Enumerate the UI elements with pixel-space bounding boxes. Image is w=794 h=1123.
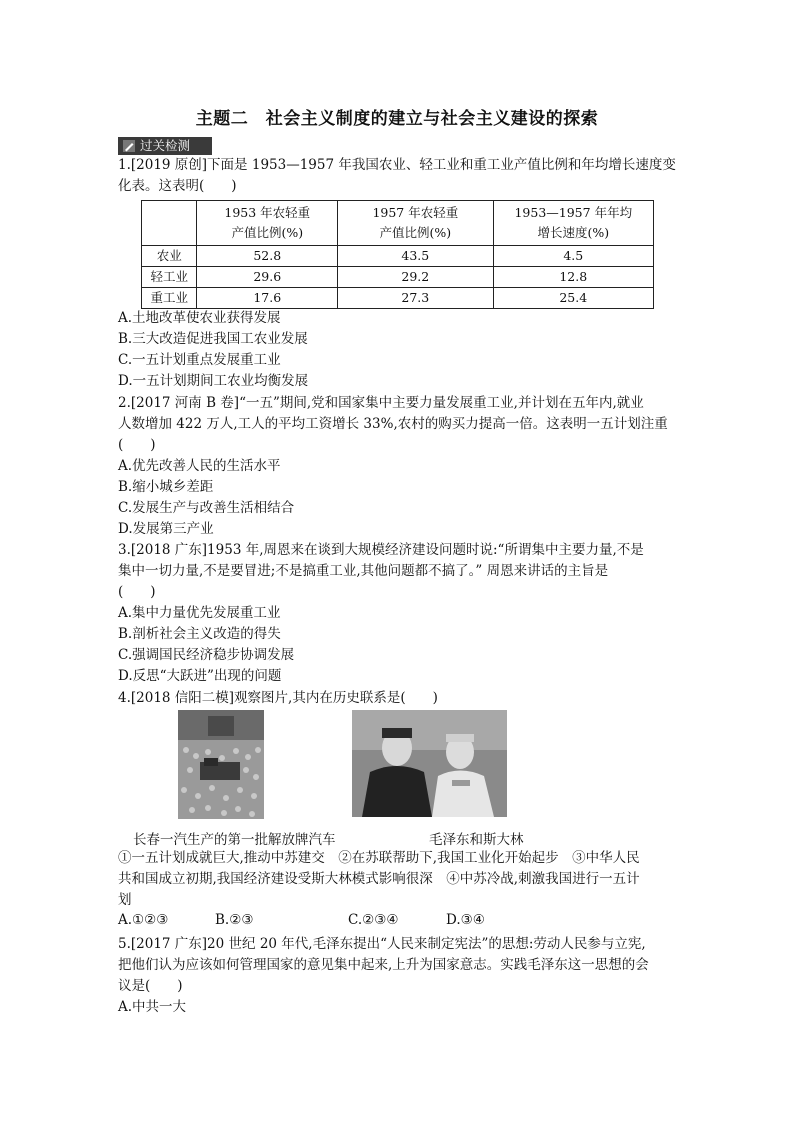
q3-stem-line2: 集中一切力量,不是要冒进;不是搞重工业,其他问题都不搞了。” 周恩来讲话的主旨是 xyxy=(118,563,609,579)
q1-option-c: C.一五计划重点发展重工业 xyxy=(118,352,281,368)
q2-option-c: C.发展生产与改善生活相结合 xyxy=(118,500,295,516)
q2-stem-line3: ( ) xyxy=(118,437,156,453)
caption-left: 长春一汽生产的第一批解放牌汽车 xyxy=(133,832,336,848)
q3-option-b: B.剖析社会主义改造的得失 xyxy=(118,626,281,642)
q4-option-a: A.①②③ xyxy=(118,912,169,928)
table-cell: 4.5 xyxy=(493,246,653,267)
q1-option-b: B.三大改造促进我国工农业发展 xyxy=(118,331,308,347)
table-header-cell: 1957 年农轻重 产值比例(%) xyxy=(338,201,493,246)
table-cell: 25.4 xyxy=(493,288,653,309)
q2-option-a: A.优先改善人民的生活水平 xyxy=(118,458,281,474)
q3-option-d: D.反思“大跃进”出现的问题 xyxy=(118,668,282,684)
q4-option-d: D.③④ xyxy=(446,912,485,928)
section-badge xyxy=(118,137,212,155)
q2-stem-line1: 2.[2017 河南 B 卷]“一五”期间,党和国家集中主要力量发展重工业,并计划在五年内,就业 xyxy=(118,395,644,411)
table-row xyxy=(142,288,654,309)
table-cell: 农业 xyxy=(142,246,197,267)
table-cell: 29.2 xyxy=(338,267,493,288)
q5-stem-line1: 5.[2017 广东]20 世纪 20 年代,毛泽东提出“人民来制定宪法”的思想:劳动人民参与立宪, xyxy=(118,936,646,952)
q1-data-table xyxy=(141,200,654,309)
q3-option-c: C.强调国民经济稳步协调发展 xyxy=(118,647,295,663)
q3-stem-line3: ( ) xyxy=(118,584,156,600)
q4-statements-line2: 共和国成立初期,我国经济建设受斯大林模式影响很深 ④中苏冷战,刺激我国进行一五计 xyxy=(118,871,640,887)
liberation-truck-photo xyxy=(178,710,264,819)
table-header-cell: 1953 年农轻重 产值比例(%) xyxy=(197,201,338,246)
pencil-icon xyxy=(122,139,136,153)
table-header-row xyxy=(142,201,654,246)
q1-option-a: A.土地改革使农业获得发展 xyxy=(118,310,281,326)
page-title: 主题二 社会主义制度的建立与社会主义建设的探索 xyxy=(195,109,599,129)
q2-option-b: B.缩小城乡差距 xyxy=(118,479,214,495)
q5-stem-line3: 议是( ) xyxy=(118,978,183,994)
caption-right: 毛泽东和斯大林 xyxy=(429,832,524,848)
table-cell: 52.8 xyxy=(197,246,338,267)
q1-stem-line1: 1.[2019 原创]下面是 1953—1957 年我国农业、轻工业和重工业产值比例和年均增长速度变 xyxy=(118,157,676,173)
q3-stem-line1: 3.[2018 广东]1953 年,周恩来在谈到大规模经济建设问题时说:“所谓集中主要力量,不是 xyxy=(118,542,644,558)
table-cell: 轻工业 xyxy=(142,267,197,288)
q4-statements-line3: 划 xyxy=(118,892,132,908)
q3-option-a: A.集中力量优先发展重工业 xyxy=(118,605,281,621)
table-row xyxy=(142,246,654,267)
q1-option-d: D.一五计划期间工农业均衡发展 xyxy=(118,373,309,389)
table-cell: 27.3 xyxy=(338,288,493,309)
table-cell: 43.5 xyxy=(338,246,493,267)
q5-option-a: A.中共一大 xyxy=(118,999,187,1015)
q4-statements-line1: ①一五计划成就巨大,推动中苏建交 ②在苏联帮助下,我国工业化开始起步 ③中华人民 xyxy=(118,850,640,866)
q2-option-d: D.发展第三产业 xyxy=(118,521,214,537)
table-cell: 17.6 xyxy=(197,288,338,309)
table-header-cell: 1953—1957 年年均 增长速度(%) xyxy=(493,201,653,246)
table-row xyxy=(142,267,654,288)
table-cell: 重工业 xyxy=(142,288,197,309)
q1-stem-line2: 化表。这表明( ) xyxy=(118,178,237,194)
q4-option-c: C.②③④ xyxy=(348,912,399,928)
q5-stem-line2: 把他们认为应该如何管理国家的意见集中起来,上升为国家意志。实践毛泽东这一思想的会 xyxy=(118,957,649,973)
q4-stem: 4.[2018 信阳二模]观察图片,其内在历史联系是( ) xyxy=(118,690,438,706)
table-cell: 29.6 xyxy=(197,267,338,288)
q2-stem-line2: 人数增加 422 万人,工人的平均工资增长 33%,农村的购买力提高一倍。这表明一五计划注重 xyxy=(118,416,668,432)
table-header-cell xyxy=(142,201,197,246)
section-label: 过关检测 xyxy=(140,138,191,153)
q4-option-b: B.②③ xyxy=(215,912,254,928)
table-cell: 12.8 xyxy=(493,267,653,288)
mao-stalin-photo xyxy=(352,710,507,817)
